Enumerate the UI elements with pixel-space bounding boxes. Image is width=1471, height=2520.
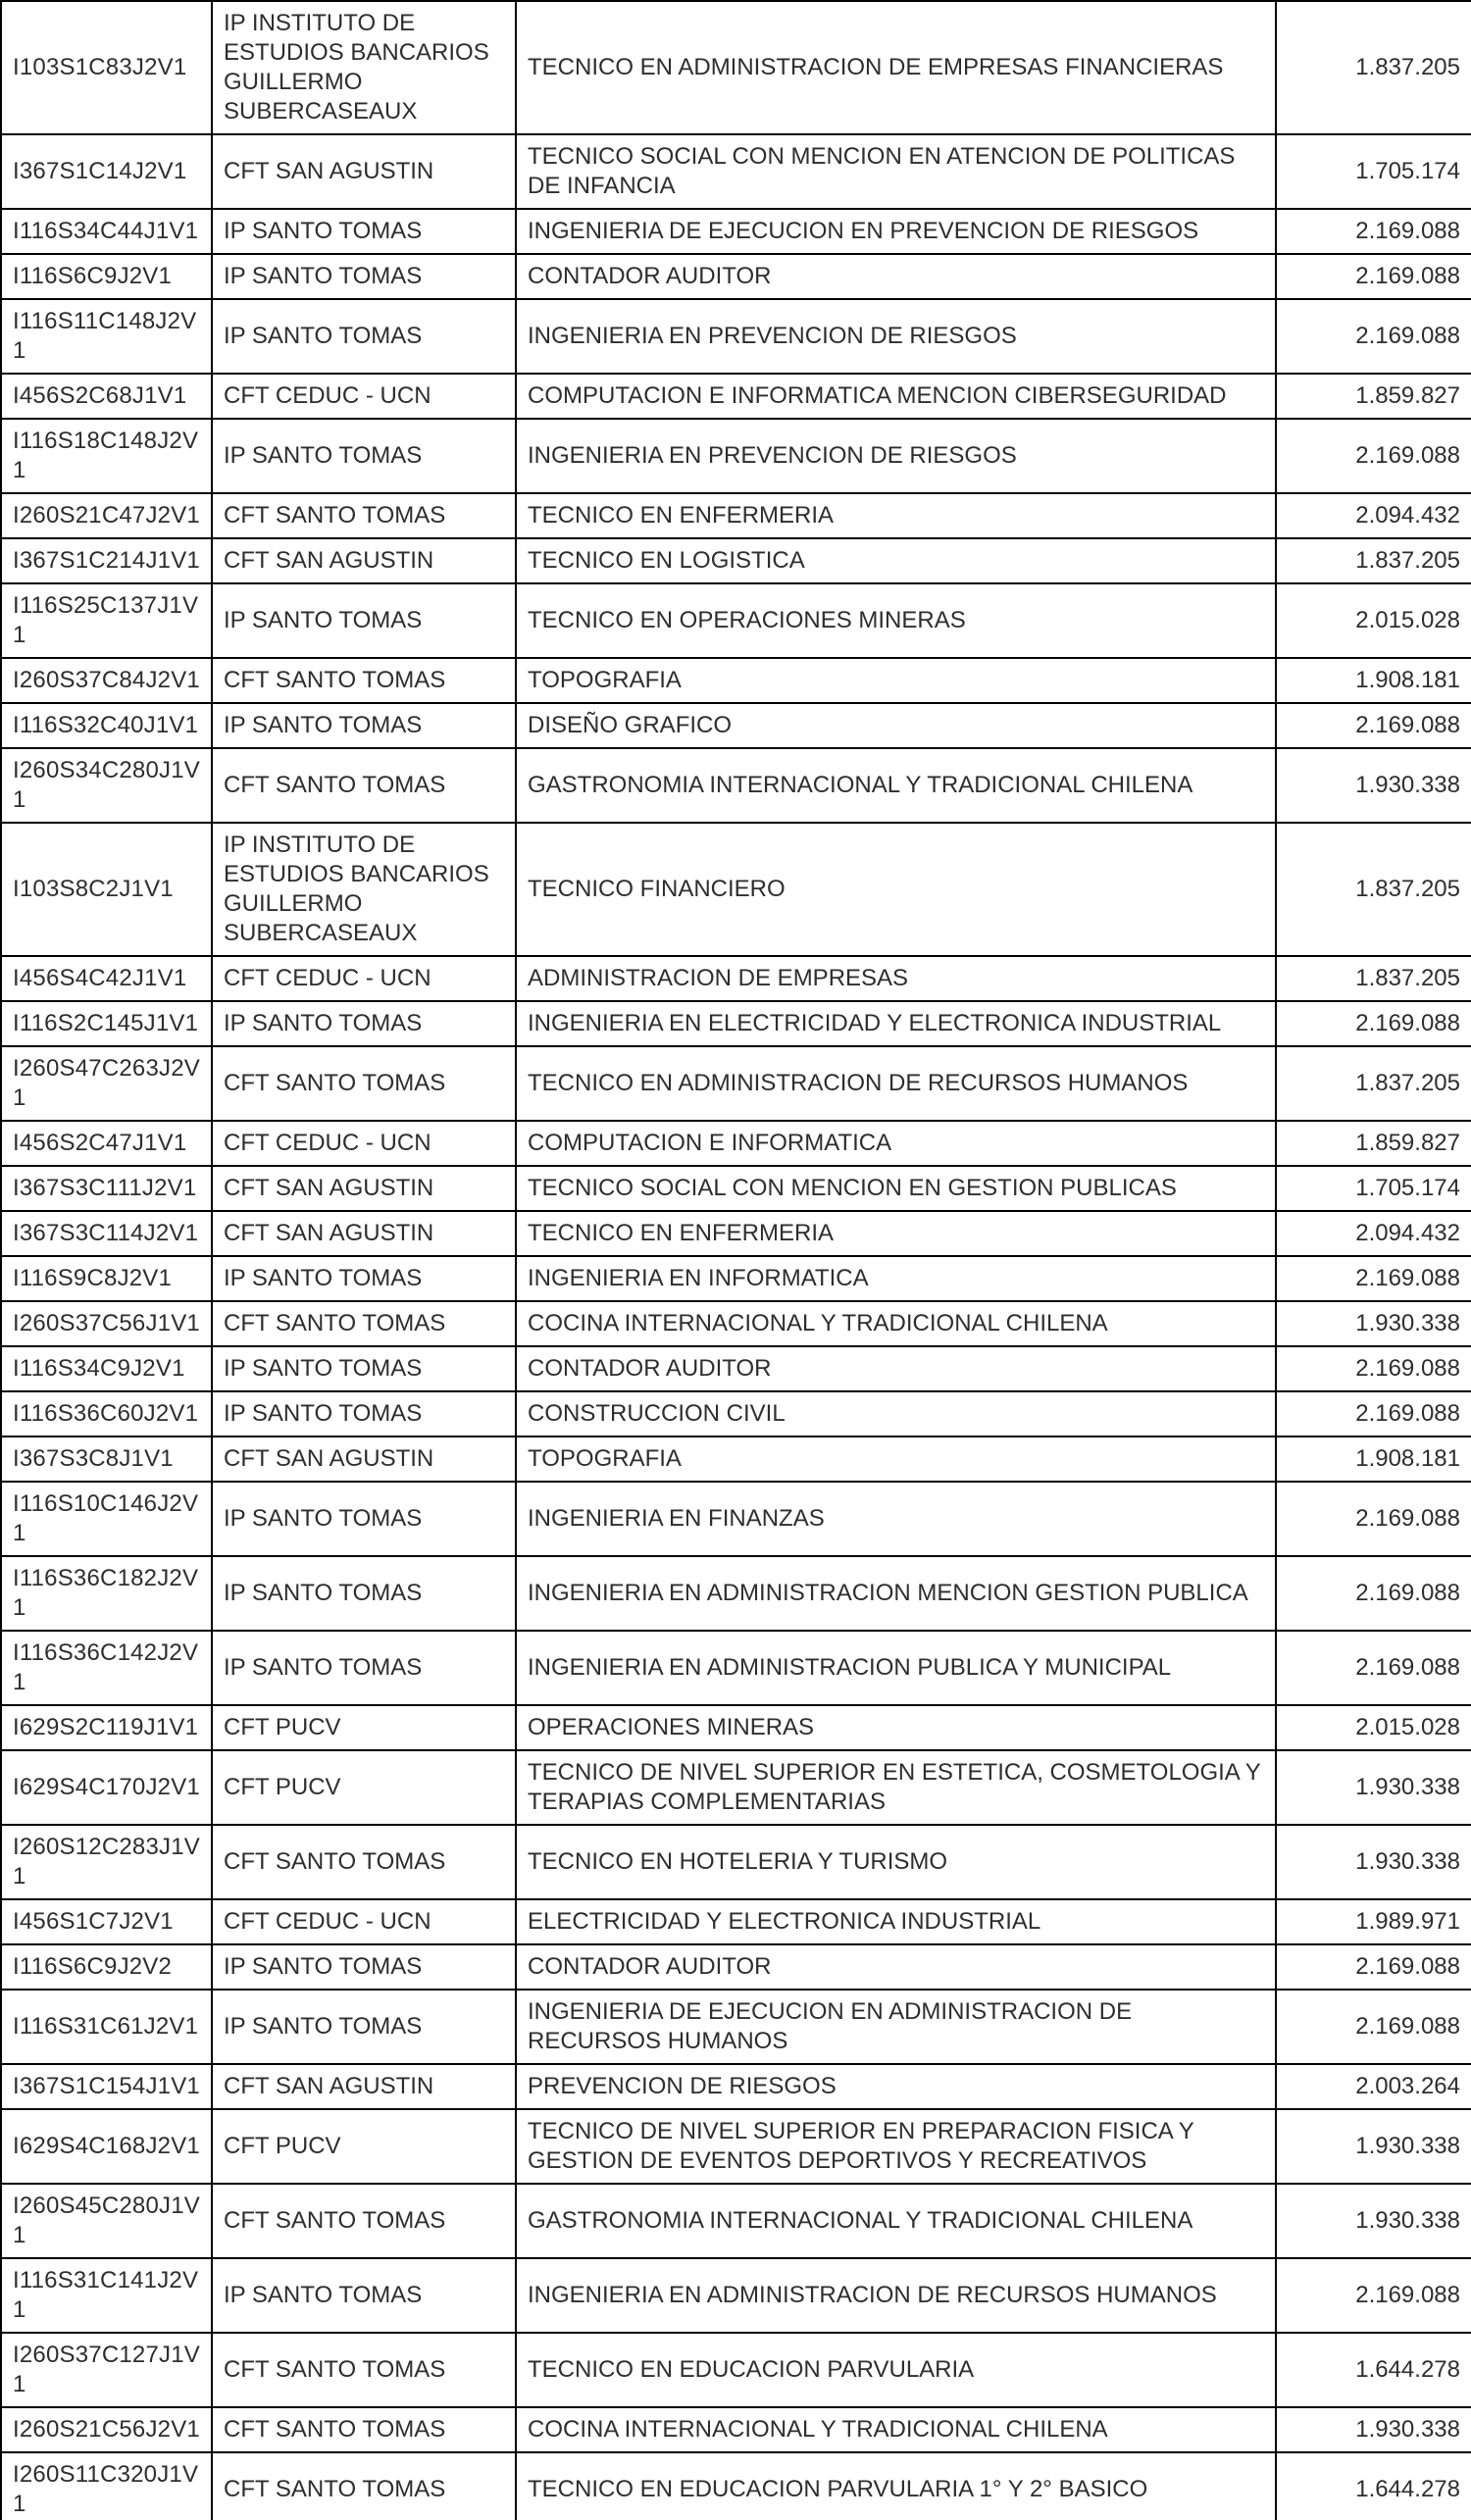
program-cell: ELECTRICIDAD Y ELECTRONICA INDUSTRIAL <box>516 1899 1276 1944</box>
code-cell: I260S21C56J2V1 <box>1 2407 212 2452</box>
institution-cell: CFT PUCV <box>212 2109 516 2184</box>
code-cell: I456S2C68J1V1 <box>1 374 212 419</box>
table-row <box>1 374 1471 419</box>
institution-cell: CFT SANTO TOMAS <box>212 493 516 538</box>
code-cell: I260S21C47J2V1 <box>1 493 212 538</box>
code-cell: I116S36C142J2V1 <box>1 1631 212 1705</box>
code-cell: I116S9C8J2V1 <box>1 1256 212 1301</box>
table-row <box>1 209 1471 254</box>
tuition-cell: 1.930.338 <box>1276 748 1471 823</box>
institution-cell: IP SANTO TOMAS <box>212 299 516 374</box>
tuition-cell: 1.989.971 <box>1276 1899 1471 1944</box>
program-cell: TECNICO DE NIVEL SUPERIOR EN PREPARACION FISICA Y GESTION DE EVENTOS DEPORTIVOS Y RECREATIVOS <box>516 2109 1276 2184</box>
code-cell: I456S1C7J2V1 <box>1 1899 212 1944</box>
tuition-cell: 2.169.088 <box>1276 1944 1471 1990</box>
program-cell: INGENIERIA EN ELECTRICIDAD Y ELECTRONICA INDUSTRIAL <box>516 1001 1276 1046</box>
institution-cell: IP SANTO TOMAS <box>212 254 516 299</box>
table-row <box>1 1046 1471 1121</box>
table-row <box>1 2333 1471 2407</box>
institution-cell: CFT SAN AGUSTIN <box>212 1211 516 1256</box>
program-cell: TECNICO EN OPERACIONES MINERAS <box>516 583 1276 658</box>
table-row <box>1 1556 1471 1631</box>
table-row <box>1 2407 1471 2452</box>
table-row <box>1 1121 1471 1166</box>
program-cell: OPERACIONES MINERAS <box>516 1705 1276 1750</box>
table-row <box>1 1346 1471 1391</box>
tuition-cell: 2.169.088 <box>1276 1001 1471 1046</box>
table-row <box>1 1211 1471 1256</box>
tuition-cell: 2.169.088 <box>1276 703 1471 748</box>
code-cell: I116S31C141J2V1 <box>1 2258 212 2333</box>
institution-cell: CFT SANTO TOMAS <box>212 2452 516 2520</box>
table-row <box>1 493 1471 538</box>
programs-table-body <box>1 1 1471 2520</box>
tuition-cell: 1.930.338 <box>1276 1825 1471 1899</box>
program-cell: INGENIERIA DE EJECUCION EN PREVENCION DE RIESGOS <box>516 209 1276 254</box>
program-cell: TECNICO EN LOGISTICA <box>516 538 1276 583</box>
table-row <box>1 2184 1471 2258</box>
tuition-cell: 1.930.338 <box>1276 2109 1471 2184</box>
institution-cell: IP SANTO TOMAS <box>212 2258 516 2333</box>
institution-cell: CFT SANTO TOMAS <box>212 658 516 703</box>
tuition-cell: 1.705.174 <box>1276 1166 1471 1211</box>
program-cell: INGENIERIA EN PREVENCION DE RIESGOS <box>516 419 1276 493</box>
code-cell: I367S3C8J1V1 <box>1 1436 212 1482</box>
program-cell: TECNICO SOCIAL CON MENCION EN ATENCION DE POLITICAS DE INFANCIA <box>516 134 1276 209</box>
code-cell: I116S31C61J2V1 <box>1 1990 212 2064</box>
code-cell: I116S36C182J2V1 <box>1 1556 212 1631</box>
program-cell: TECNICO SOCIAL CON MENCION EN GESTION PUBLICAS <box>516 1166 1276 1211</box>
table-row <box>1 2109 1471 2184</box>
tuition-cell: 1.837.205 <box>1276 1046 1471 1121</box>
code-cell: I367S1C14J2V1 <box>1 134 212 209</box>
program-cell: INGENIERIA EN ADMINISTRACION MENCION GESTION PUBLICA <box>516 1556 1276 1631</box>
code-cell: I103S1C83J2V1 <box>1 1 212 134</box>
program-cell: TECNICO EN ENFERMERIA <box>516 493 1276 538</box>
code-cell: I260S34C280J1V1 <box>1 748 212 823</box>
code-cell: I116S2C145J1V1 <box>1 1001 212 1046</box>
code-cell: I260S37C127J1V1 <box>1 2333 212 2407</box>
institution-cell: IP SANTO TOMAS <box>212 703 516 748</box>
institution-cell: IP SANTO TOMAS <box>212 419 516 493</box>
tuition-cell: 1.644.278 <box>1276 2333 1471 2407</box>
institution-cell: IP SANTO TOMAS <box>212 1346 516 1391</box>
tuition-cell: 1.908.181 <box>1276 658 1471 703</box>
code-cell: I116S6C9J2V2 <box>1 1944 212 1990</box>
program-cell: CONTADOR AUDITOR <box>516 254 1276 299</box>
program-cell: COCINA INTERNACIONAL Y TRADICIONAL CHILENA <box>516 2407 1276 2452</box>
institution-cell: IP SANTO TOMAS <box>212 1482 516 1556</box>
program-cell: TECNICO EN ADMINISTRACION DE EMPRESAS FINANCIERAS <box>516 1 1276 134</box>
institution-cell: IP SANTO TOMAS <box>212 1990 516 2064</box>
tuition-cell: 2.169.088 <box>1276 299 1471 374</box>
table-row <box>1 1899 1471 1944</box>
table-row <box>1 1 1471 134</box>
code-cell: I456S2C47J1V1 <box>1 1121 212 1166</box>
table-row <box>1 1990 1471 2064</box>
code-cell: I116S6C9J2V1 <box>1 254 212 299</box>
tuition-cell: 2.169.088 <box>1276 1556 1471 1631</box>
tuition-cell: 1.859.827 <box>1276 1121 1471 1166</box>
tuition-cell: 2.169.088 <box>1276 1391 1471 1436</box>
tuition-cell: 1.930.338 <box>1276 2184 1471 2258</box>
program-cell: TECNICO EN ADMINISTRACION DE RECURSOS HUMANOS <box>516 1046 1276 1121</box>
table-row <box>1 1631 1471 1705</box>
table-row <box>1 823 1471 956</box>
tuition-cell: 1.908.181 <box>1276 1436 1471 1482</box>
code-cell: I260S47C263J2V1 <box>1 1046 212 1121</box>
program-cell: TECNICO EN HOTELERIA Y TURISMO <box>516 1825 1276 1899</box>
program-cell: DISEÑO GRAFICO <box>516 703 1276 748</box>
institution-cell: CFT SANTO TOMAS <box>212 2407 516 2452</box>
tuition-cell: 2.169.088 <box>1276 1631 1471 1705</box>
institution-cell: IP INSTITUTO DE ESTUDIOS BANCARIOS GUILLERMO SUBERCASEAUX <box>212 823 516 956</box>
code-cell: I260S11C320J1V1 <box>1 2452 212 2520</box>
code-cell: I260S37C84J2V1 <box>1 658 212 703</box>
institution-cell: CFT PUCV <box>212 1750 516 1825</box>
institution-cell: CFT CEDUC - UCN <box>212 956 516 1001</box>
table-row <box>1 1391 1471 1436</box>
tuition-cell: 1.930.338 <box>1276 2407 1471 2452</box>
tuition-cell: 2.094.432 <box>1276 1211 1471 1256</box>
table-row <box>1 254 1471 299</box>
table-row <box>1 2452 1471 2520</box>
institution-cell: IP SANTO TOMAS <box>212 583 516 658</box>
tuition-cell: 2.169.088 <box>1276 2258 1471 2333</box>
code-cell: I629S4C168J2V1 <box>1 2109 212 2184</box>
program-cell: COMPUTACION E INFORMATICA MENCION CIBERSEGURIDAD <box>516 374 1276 419</box>
table-row <box>1 538 1471 583</box>
code-cell: I367S3C114J2V1 <box>1 1211 212 1256</box>
program-cell: INGENIERIA EN INFORMATICA <box>516 1256 1276 1301</box>
program-cell: INGENIERIA EN ADMINISTRACION PUBLICA Y MUNICIPAL <box>516 1631 1276 1705</box>
table-row <box>1 1166 1471 1211</box>
tuition-cell: 1.837.205 <box>1276 956 1471 1001</box>
tuition-cell: 1.837.205 <box>1276 823 1471 956</box>
institution-cell: CFT SAN AGUSTIN <box>212 1166 516 1211</box>
table-row <box>1 583 1471 658</box>
institution-cell: IP SANTO TOMAS <box>212 1556 516 1631</box>
institution-cell: CFT SANTO TOMAS <box>212 2184 516 2258</box>
institution-cell: IP SANTO TOMAS <box>212 1256 516 1301</box>
institution-cell: CFT CEDUC - UCN <box>212 1121 516 1166</box>
institution-cell: CFT SANTO TOMAS <box>212 1825 516 1899</box>
code-cell: I456S4C42J1V1 <box>1 956 212 1001</box>
institution-cell: CFT SAN AGUSTIN <box>212 538 516 583</box>
code-cell: I116S11C148J2V1 <box>1 299 212 374</box>
institution-cell: IP SANTO TOMAS <box>212 1944 516 1990</box>
program-cell: INGENIERIA EN FINANZAS <box>516 1482 1276 1556</box>
table-row <box>1 2064 1471 2109</box>
table-row <box>1 1256 1471 1301</box>
tuition-cell: 1.644.278 <box>1276 2452 1471 2520</box>
institution-cell: IP SANTO TOMAS <box>212 1391 516 1436</box>
institution-cell: CFT SAN AGUSTIN <box>212 134 516 209</box>
code-cell: I367S1C214J1V1 <box>1 538 212 583</box>
tuition-cell: 1.837.205 <box>1276 1 1471 134</box>
table-row <box>1 419 1471 493</box>
code-cell: I116S18C148J2V1 <box>1 419 212 493</box>
code-cell: I367S1C154J1V1 <box>1 2064 212 2109</box>
institution-cell: IP SANTO TOMAS <box>212 1631 516 1705</box>
table-row <box>1 1001 1471 1046</box>
institution-cell: CFT PUCV <box>212 1705 516 1750</box>
program-cell: TECNICO DE NIVEL SUPERIOR EN ESTETICA, COSMETOLOGIA Y TERAPIAS COMPLEMENTARIAS <box>516 1750 1276 1825</box>
program-cell: TOPOGRAFIA <box>516 1436 1276 1482</box>
tuition-cell: 2.015.028 <box>1276 1705 1471 1750</box>
institution-cell: CFT SANTO TOMAS <box>212 748 516 823</box>
program-cell: TOPOGRAFIA <box>516 658 1276 703</box>
code-cell: I629S2C119J1V1 <box>1 1705 212 1750</box>
table-row <box>1 299 1471 374</box>
tuition-cell: 2.169.088 <box>1276 254 1471 299</box>
tuition-cell: 2.169.088 <box>1276 1256 1471 1301</box>
institution-cell: IP INSTITUTO DE ESTUDIOS BANCARIOS GUILLERMO SUBERCASEAUX <box>212 1 516 134</box>
table-row <box>1 1825 1471 1899</box>
code-cell: I116S32C40J1V1 <box>1 703 212 748</box>
tuition-cell: 1.930.338 <box>1276 1301 1471 1346</box>
institution-cell: IP SANTO TOMAS <box>212 1001 516 1046</box>
institution-cell: CFT SANTO TOMAS <box>212 1301 516 1346</box>
tuition-cell: 2.169.088 <box>1276 1346 1471 1391</box>
program-cell: INGENIERIA EN ADMINISTRACION DE RECURSOS HUMANOS <box>516 2258 1276 2333</box>
program-cell: GASTRONOMIA INTERNACIONAL Y TRADICIONAL CHILENA <box>516 748 1276 823</box>
institution-cell: CFT CEDUC - UCN <box>212 374 516 419</box>
program-cell: ADMINISTRACION DE EMPRESAS <box>516 956 1276 1001</box>
code-cell: I103S8C2J1V1 <box>1 823 212 956</box>
code-cell: I116S25C137J1V1 <box>1 583 212 658</box>
program-cell: INGENIERIA EN PREVENCION DE RIESGOS <box>516 299 1276 374</box>
table-row <box>1 2258 1471 2333</box>
program-cell: TECNICO EN EDUCACION PARVULARIA <box>516 2333 1276 2407</box>
program-cell: TECNICO FINANCIERO <box>516 823 1276 956</box>
institution-cell: CFT SANTO TOMAS <box>212 1046 516 1121</box>
table-row <box>1 134 1471 209</box>
institution-cell: CFT SAN AGUSTIN <box>212 2064 516 2109</box>
program-cell: PREVENCION DE RIESGOS <box>516 2064 1276 2109</box>
tuition-cell: 2.015.028 <box>1276 583 1471 658</box>
program-cell: GASTRONOMIA INTERNACIONAL Y TRADICIONAL CHILENA <box>516 2184 1276 2258</box>
program-cell: INGENIERIA DE EJECUCION EN ADMINISTRACION DE RECURSOS HUMANOS <box>516 1990 1276 2064</box>
table-row <box>1 1750 1471 1825</box>
tuition-cell: 2.169.088 <box>1276 209 1471 254</box>
tuition-cell: 1.705.174 <box>1276 134 1471 209</box>
tuition-cell: 1.930.338 <box>1276 1750 1471 1825</box>
table-row <box>1 703 1471 748</box>
institution-cell: CFT SANTO TOMAS <box>212 2333 516 2407</box>
code-cell: I116S34C44J1V1 <box>1 209 212 254</box>
institution-cell: IP SANTO TOMAS <box>212 209 516 254</box>
tuition-cell: 2.003.264 <box>1276 2064 1471 2109</box>
tuition-cell: 2.094.432 <box>1276 493 1471 538</box>
code-cell: I260S45C280J1V1 <box>1 2184 212 2258</box>
tuition-cell: 2.169.088 <box>1276 1482 1471 1556</box>
tuition-cell: 1.859.827 <box>1276 374 1471 419</box>
table-row <box>1 1944 1471 1990</box>
code-cell: I260S37C56J1V1 <box>1 1301 212 1346</box>
code-cell: I629S4C170J2V1 <box>1 1750 212 1825</box>
table-row <box>1 658 1471 703</box>
code-cell: I260S12C283J1V1 <box>1 1825 212 1899</box>
tuition-cell: 1.837.205 <box>1276 538 1471 583</box>
code-cell: I116S10C146J2V1 <box>1 1482 212 1556</box>
code-cell: I116S36C60J2V1 <box>1 1391 212 1436</box>
institution-cell: CFT SAN AGUSTIN <box>212 1436 516 1482</box>
program-cell: CONSTRUCCION CIVIL <box>516 1391 1276 1436</box>
institution-cell: CFT CEDUC - UCN <box>212 1899 516 1944</box>
program-cell: TECNICO EN ENFERMERIA <box>516 1211 1276 1256</box>
tuition-cell: 2.169.088 <box>1276 419 1471 493</box>
tuition-cell: 2.169.088 <box>1276 1990 1471 2064</box>
program-cell: COMPUTACION E INFORMATICA <box>516 1121 1276 1166</box>
code-cell: I116S34C9J2V1 <box>1 1346 212 1391</box>
table-row <box>1 1705 1471 1750</box>
program-cell: TECNICO EN EDUCACION PARVULARIA 1° Y 2° BASICO <box>516 2452 1276 2520</box>
table-row <box>1 956 1471 1001</box>
code-cell: I367S3C111J2V1 <box>1 1166 212 1211</box>
program-cell: CONTADOR AUDITOR <box>516 1346 1276 1391</box>
program-cell: COCINA INTERNACIONAL Y TRADICIONAL CHILENA <box>516 1301 1276 1346</box>
table-row <box>1 1482 1471 1556</box>
table-row <box>1 748 1471 823</box>
table-row <box>1 1301 1471 1346</box>
table-row <box>1 1436 1471 1482</box>
program-cell: CONTADOR AUDITOR <box>516 1944 1276 1990</box>
